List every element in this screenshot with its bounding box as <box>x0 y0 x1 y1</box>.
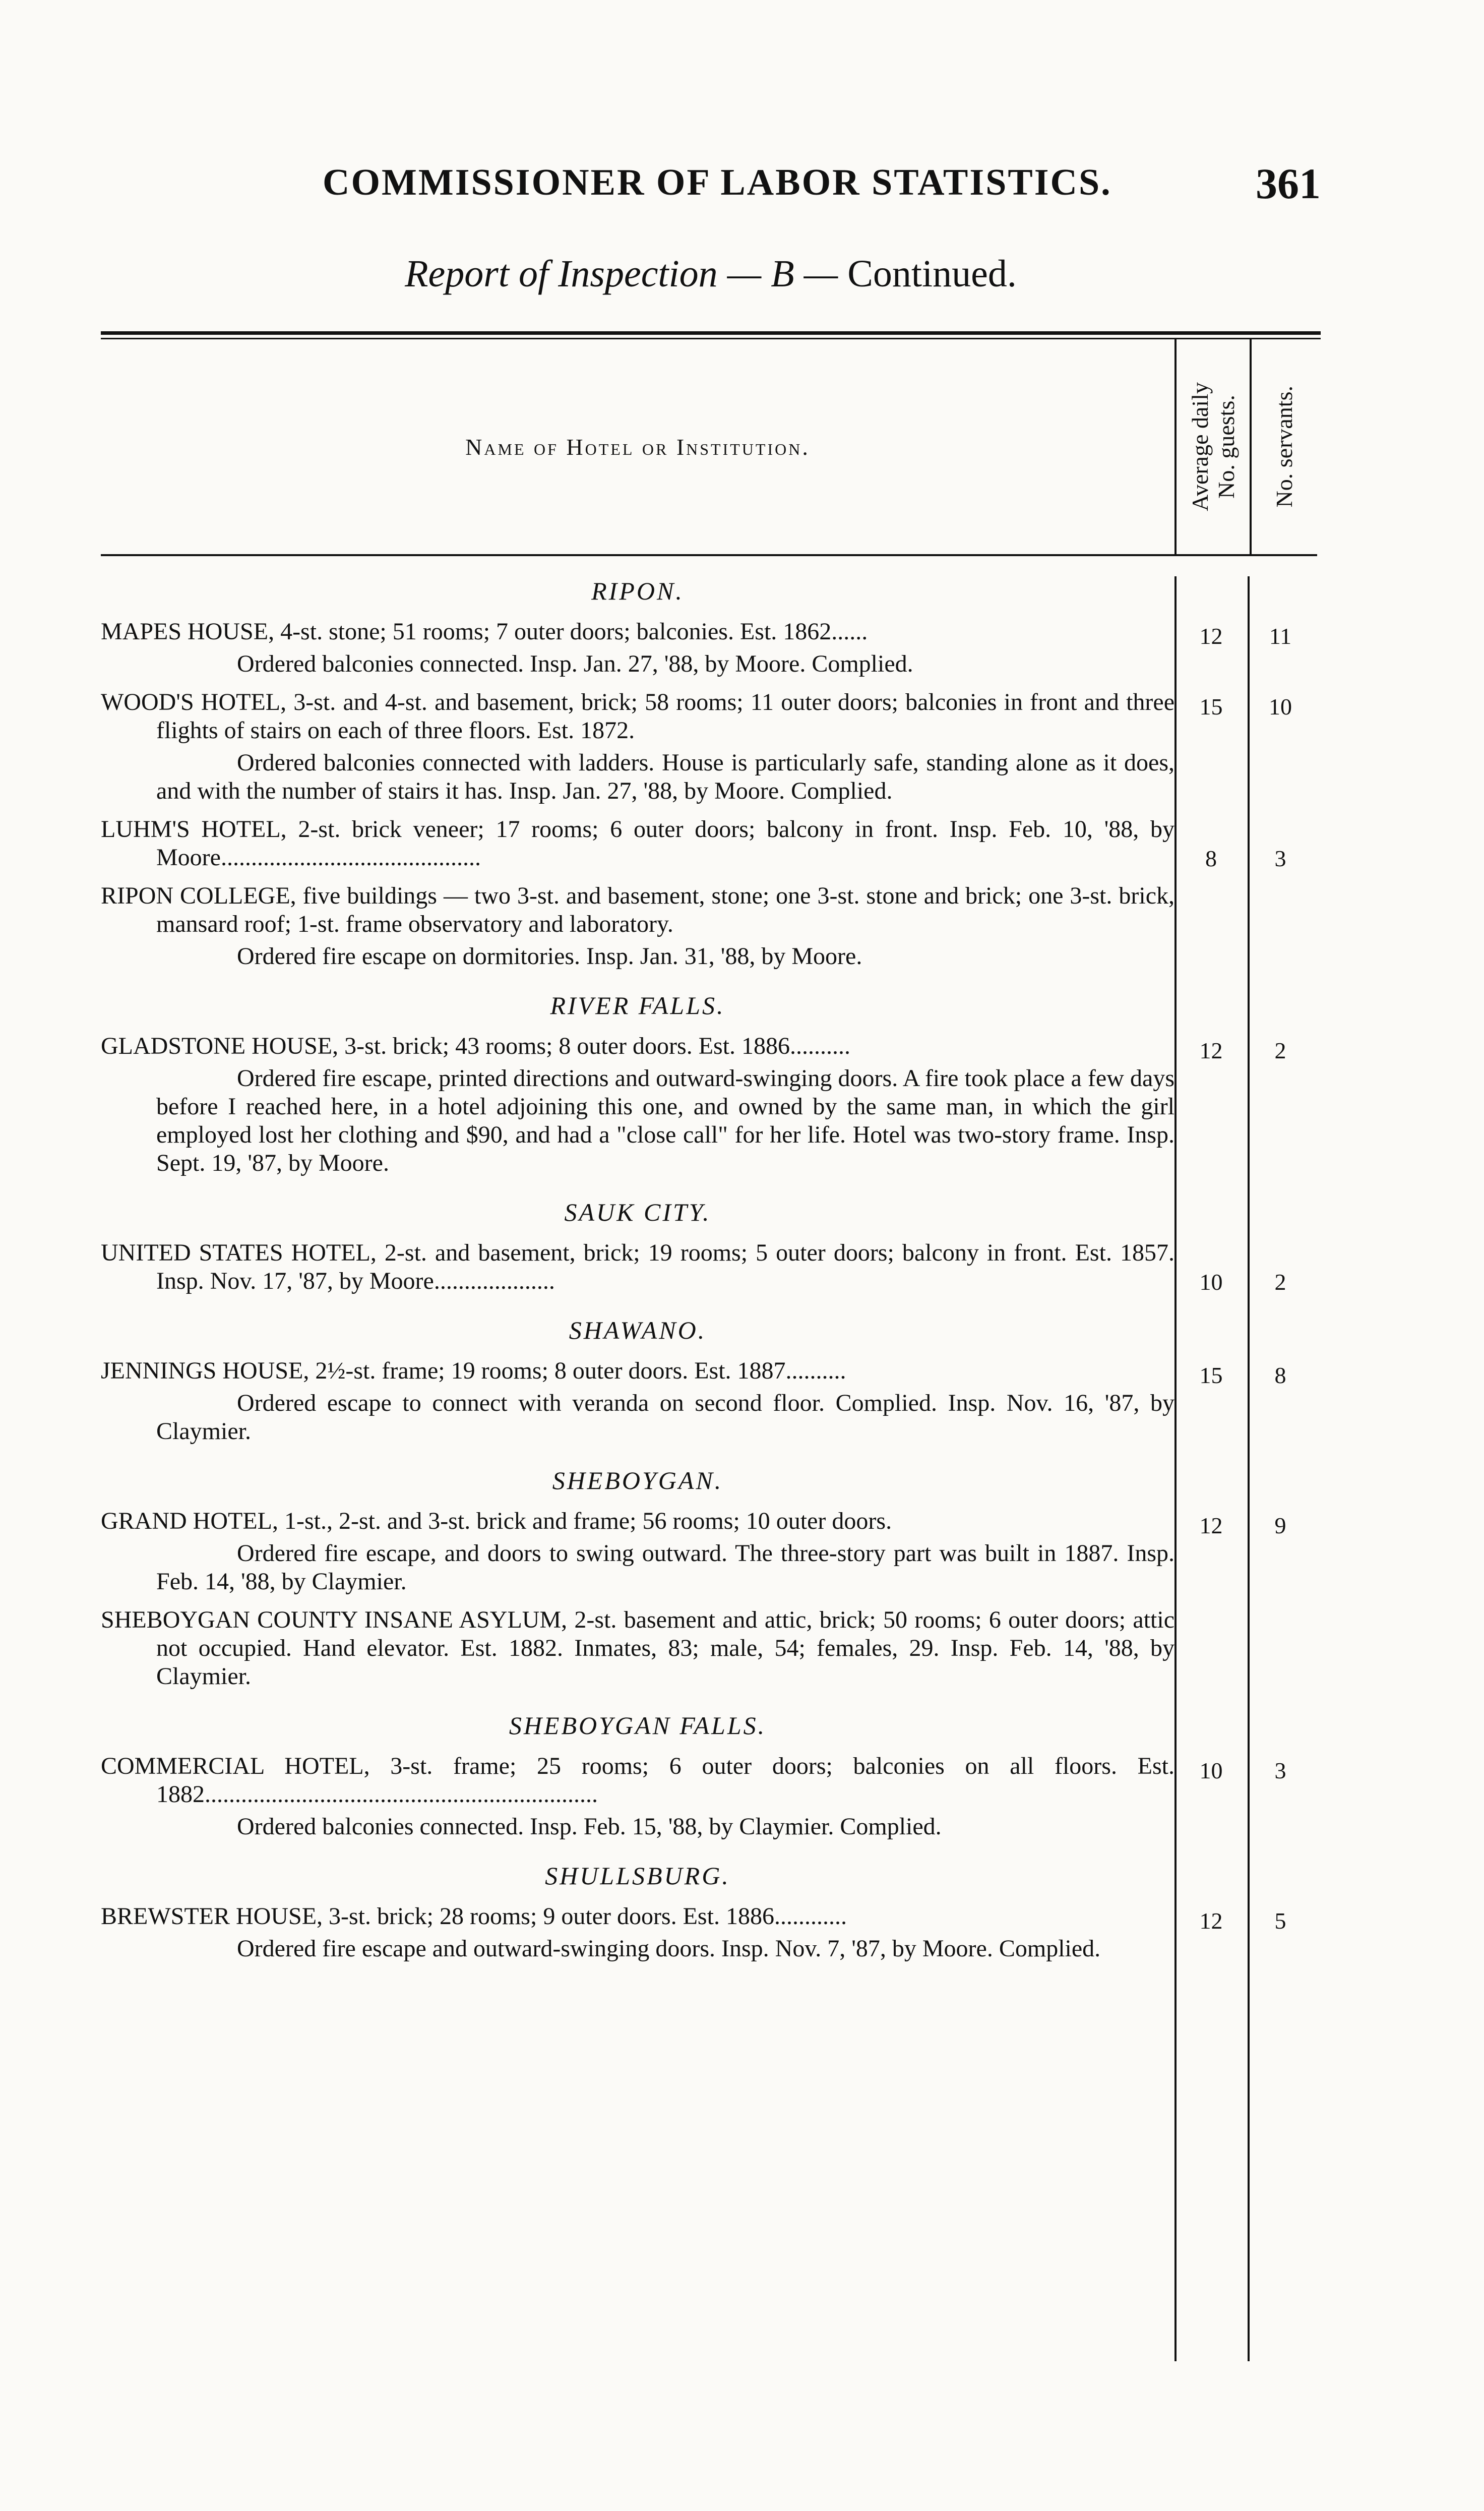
servants-cell: 3 <box>1274 846 1286 871</box>
column-header-servants <box>1250 339 1317 556</box>
document-page <box>101 161 1321 1973</box>
hotel-description: JENNINGS HOUSE, 2½-st. frame; 19 rooms; 8 outer doors. Est. 1887.......... <box>101 1357 846 1384</box>
hotel-description: RIPON COLLEGE, five buildings — two 3-st. and basement, stone; one 3-st. stone and brick; one 3-st. brick, mansard roof; 1-st. frame observatory and laboratory. <box>101 882 1174 937</box>
column-header-guests <box>1174 339 1250 556</box>
table-row <box>101 1752 1321 1841</box>
inspection-note: Ordered balconies connected. Insp. Jan. 27, '88, by Moore. Complied. <box>237 650 913 677</box>
inspection-note: Ordered fire escape, printed directions and outward-swinging doors. A fire took place a few days before I reached here, in a hotel adjoining this one, and owned by the same man, in which the girl employed lost her clothing and $90, and had a "close call" for her life. Hotel was two-story frame. Insp. Sept. 19, '87, by Moore. <box>156 1065 1174 1176</box>
hotel-description: MAPES HOUSE, 4-st. stone; 51 rooms; 7 outer doors; balconies. Est. 1862...... <box>101 618 868 645</box>
running-head <box>101 161 1321 217</box>
town-heading: RIVER FALLS. <box>550 991 725 1020</box>
guests-cell: 10 <box>1199 1758 1223 1783</box>
guests-cell: 12 <box>1199 1038 1223 1063</box>
servants-cell: 3 <box>1274 1758 1286 1783</box>
entry-text <box>101 1752 1174 1841</box>
inspection-note: Ordered balconies connected. Insp. Feb. 15, '88, by Claymier. Complied. <box>237 1813 942 1840</box>
guests-cell <box>1174 882 1248 887</box>
guests-cell: 12 <box>1199 1908 1223 1934</box>
entry-text <box>101 882 1174 971</box>
column-divider-left <box>1174 576 1177 2361</box>
entry-text <box>101 1032 1174 1177</box>
servants-cell: 9 <box>1274 1513 1286 1538</box>
inspection-note: Ordered fire escape and outward-swinging doors. Insp. Nov. 7, '87, by Moore. Complied. <box>237 1935 1101 1962</box>
table-row <box>101 1606 1321 1691</box>
column-divider-right <box>1248 576 1250 2361</box>
servants-cell: 2 <box>1274 1269 1286 1295</box>
hotel-description: GRAND HOTEL, 1-st., 2-st. and 3-st. brick and frame; 56 rooms; 10 outer doors. <box>101 1508 892 1534</box>
hotel-description: COMMERCIAL HOTEL, 3-st. frame; 25 rooms; 6 outer doors; balconies on all floors. Est. 1882................................................................. <box>101 1753 1174 1808</box>
hotel-description: UNITED STATES HOTEL, 2-st. and basement, brick; 19 rooms; 5 outer doors; balcony in front. Est. 1857. Insp. Nov. 17, '87, by Moore.................... <box>101 1239 1174 1294</box>
table-row <box>101 1902 1321 1963</box>
page-number: 361 <box>1256 159 1321 208</box>
guests-header-line1: Average daily <box>1187 382 1213 511</box>
sections-container <box>101 576 1321 1963</box>
hotel-description: LUHM'S HOTEL, 2-st. brick veneer; 17 rooms; 6 outer doors; balcony in front. Insp. Feb. 10, '88, by Moore........................................... <box>101 816 1174 871</box>
town-heading: SHEBOYGAN. <box>552 1466 723 1494</box>
column-header-name-label: Name of Hotel or Institution. <box>465 434 810 460</box>
hotel-description: SHEBOYGAN COUNTY INSANE ASYLUM, 2-st. basement and attic, brick; 50 rooms; 6 outer doors; attic not occupied. Hand elevator. Est. 1882. Inmates, 83; male, 54; females, 29. Insp. Feb. 14, '88, by Claymier. <box>101 1606 1174 1690</box>
table-row <box>101 1507 1321 1596</box>
inspection-note: Ordered escape to connect with veranda on second floor. Complied. Insp. Nov. 16, '87, by Claymier. <box>156 1390 1174 1445</box>
town-heading: RIPON. <box>591 577 684 605</box>
table-row <box>101 1032 1321 1177</box>
servants-cell: 5 <box>1274 1908 1286 1934</box>
subtitle-continued: Continued. <box>838 253 1017 295</box>
table-row <box>101 1239 1321 1295</box>
page-title: COMMISSIONER OF LABOR STATISTICS. <box>323 162 1112 203</box>
servants-header-label: No. servants. <box>1271 386 1297 508</box>
table-row <box>101 618 1321 678</box>
guests-cell: 12 <box>1199 1513 1223 1538</box>
guests-cell: 12 <box>1199 623 1223 649</box>
header-rule <box>101 331 1321 339</box>
column-header-guests-text <box>1187 382 1240 511</box>
table-row <box>101 688 1321 805</box>
servants-cell: 11 <box>1269 623 1292 649</box>
table-row <box>101 882 1321 971</box>
entry-text <box>101 1902 1174 1963</box>
table-body <box>101 576 1321 1963</box>
guests-header-line2: No. guests. <box>1213 395 1239 499</box>
inspection-note: Ordered fire escape on dormitories. Insp. Jan. 31, '88, by Moore. <box>237 943 862 970</box>
guests-cell: 15 <box>1199 1362 1223 1388</box>
town-heading: SHULLSBURG. <box>545 1862 730 1890</box>
town-heading: SHAWANO. <box>569 1316 707 1344</box>
column-header-name <box>101 339 1174 556</box>
table-header <box>101 339 1321 556</box>
entry-text <box>101 1239 1174 1295</box>
inspection-note: Ordered fire escape, and doors to swing outward. The three-story part was built in 1887. Insp. Feb. 14, '88, by Claymier. <box>156 1540 1174 1595</box>
hotel-description: BREWSTER HOUSE, 3-st. brick; 28 rooms; 9 outer doors. Est. 1886............ <box>101 1903 847 1930</box>
table-row <box>101 815 1321 872</box>
town-heading: SAUK CITY. <box>564 1198 711 1226</box>
guests-cell: 8 <box>1205 846 1217 871</box>
servants-cell <box>1248 882 1313 887</box>
entry-text <box>101 815 1174 872</box>
entry-text <box>101 618 1174 678</box>
entry-text <box>101 1606 1174 1691</box>
town-heading: SHEBOYGAN FALLS. <box>509 1711 767 1740</box>
subtitle-italic: Report of Inspection — B — <box>405 253 838 295</box>
entry-text <box>101 1507 1174 1596</box>
servants-cell: 8 <box>1274 1362 1286 1388</box>
guests-cell: 15 <box>1199 694 1223 720</box>
entry-text <box>101 1357 1174 1446</box>
inspection-note: Ordered balconies connected with ladders. House is particularly safe, standing alone as it does, and with the number of stairs it has. Insp. Jan. 27, '88, by Moore. Complied. <box>156 749 1174 804</box>
hotel-description: GLADSTONE HOUSE, 3-st. brick; 43 rooms; 8 outer doors. Est. 1886.......... <box>101 1033 851 1059</box>
entry-text <box>101 688 1174 805</box>
hotel-description: WOOD'S HOTEL, 3-st. and 4-st. and basement, brick; 58 rooms; 11 outer doors; balconies in front and three flights of stairs on each of three floors. Est. 1872. <box>101 689 1174 744</box>
servants-cell: 10 <box>1269 694 1292 720</box>
report-subtitle <box>101 252 1321 296</box>
guests-cell: 10 <box>1199 1269 1223 1295</box>
servants-cell: 2 <box>1274 1038 1286 1063</box>
table-row <box>101 1357 1321 1446</box>
